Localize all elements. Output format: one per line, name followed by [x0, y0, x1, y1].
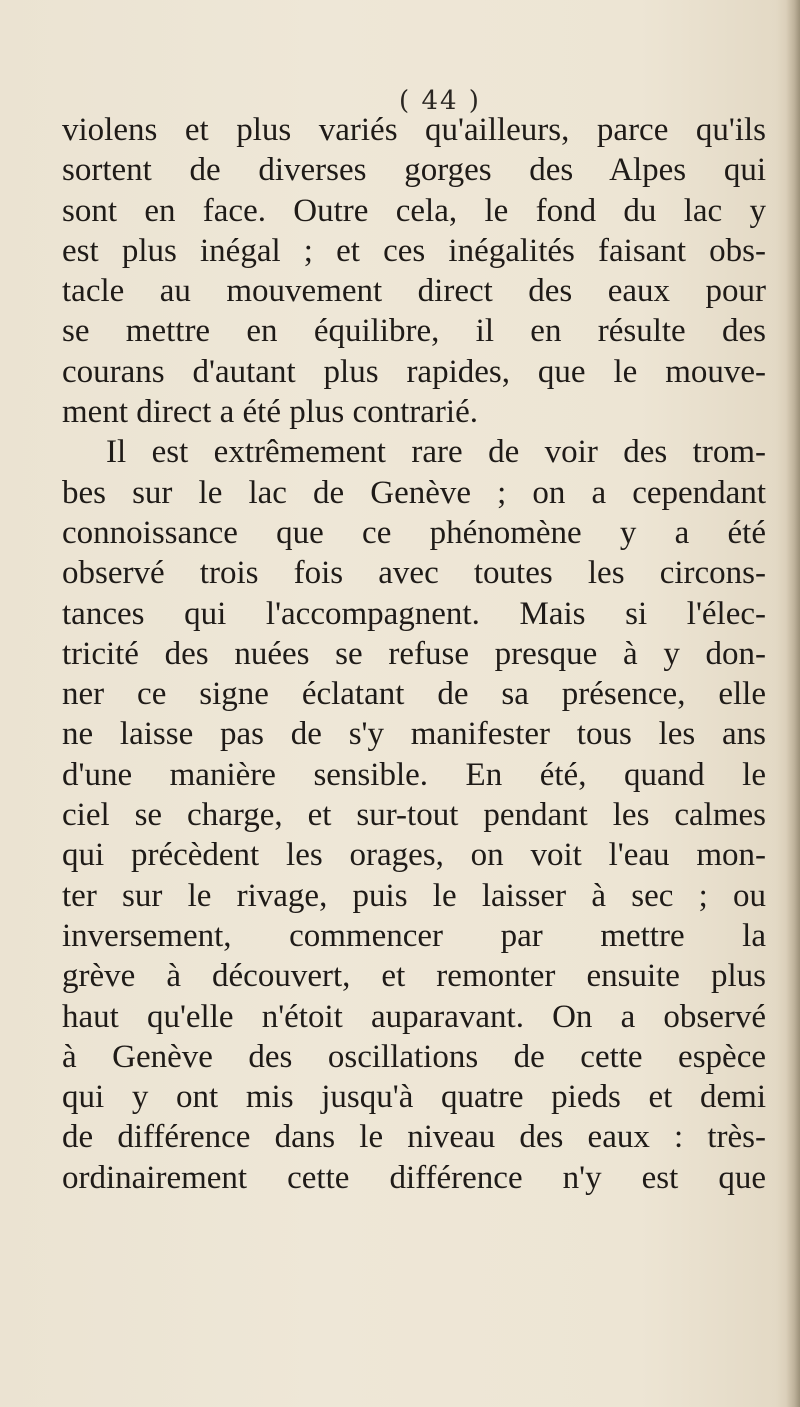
- page-number: ( 44 ): [399, 86, 481, 116]
- page-edge-shadow: [786, 0, 800, 1407]
- text-line: tacle au mouvement direct des eaux pour: [62, 273, 766, 310]
- text-line: qui précèdent les orages, on voit l'eau mon-: [62, 837, 766, 874]
- text-line: qui y ont mis jusqu'à quatre pieds et demi: [62, 1079, 766, 1116]
- text-line: ordinairement cette différence n'y est que: [62, 1159, 766, 1196]
- text-line: de différence dans le niveau des eaux : très-: [62, 1119, 766, 1156]
- text-line: d'une manière sensible. En été, quand le: [62, 756, 766, 793]
- text-line: haut qu'elle n'étoit auparavant. On a observé: [62, 998, 766, 1035]
- text-line: inversement, commencer par mettre la: [62, 917, 766, 954]
- text-line: violens et plus variés qu'ailleurs, parce qu'ils: [62, 112, 766, 148]
- text-line: se mettre en équilibre, il en résulte des: [62, 313, 766, 350]
- text-line: tances qui l'accompagnent. Mais si l'élec-: [62, 595, 766, 632]
- text-line: ner ce signe éclatant de sa présence, elle: [62, 676, 766, 713]
- text-line: ciel se charge, et sur-tout pendant les calmes: [62, 797, 766, 834]
- body-text: [62, 110, 766, 1198]
- text-line: ter sur le rivage, puis le laisser à sec ; ou: [62, 877, 766, 914]
- text-line: sont en face. Outre cela, le fond du lac y: [62, 192, 766, 229]
- text-line: est plus inégal ; et ces inégalités faisant obs-: [62, 232, 766, 269]
- text-line: bes sur le lac de Genève ; on a cependant: [62, 474, 766, 511]
- text-line: connoissance que ce phénomène y a été: [62, 514, 766, 551]
- paragraph-start-line: Il est extrêmement rare de voir des trom-: [106, 434, 766, 471]
- text-line: tricité des nuées se refuse presque à y don-: [62, 635, 766, 672]
- text-line: observé trois fois avec toutes les circons-: [62, 555, 766, 592]
- text-line: sortent de diverses gorges des Alpes qui: [62, 152, 766, 189]
- text-line: ment direct a été plus contrarié.: [62, 394, 478, 431]
- text-line: grève à découvert, et remonter ensuite plus: [62, 958, 766, 995]
- text-line: à Genève des oscillations de cette espèce: [62, 1038, 766, 1075]
- text-line: courans d'autant plus rapides, que le mouve-: [62, 353, 766, 390]
- text-line: ne laisse pas de s'y manifester tous les ans: [62, 716, 766, 753]
